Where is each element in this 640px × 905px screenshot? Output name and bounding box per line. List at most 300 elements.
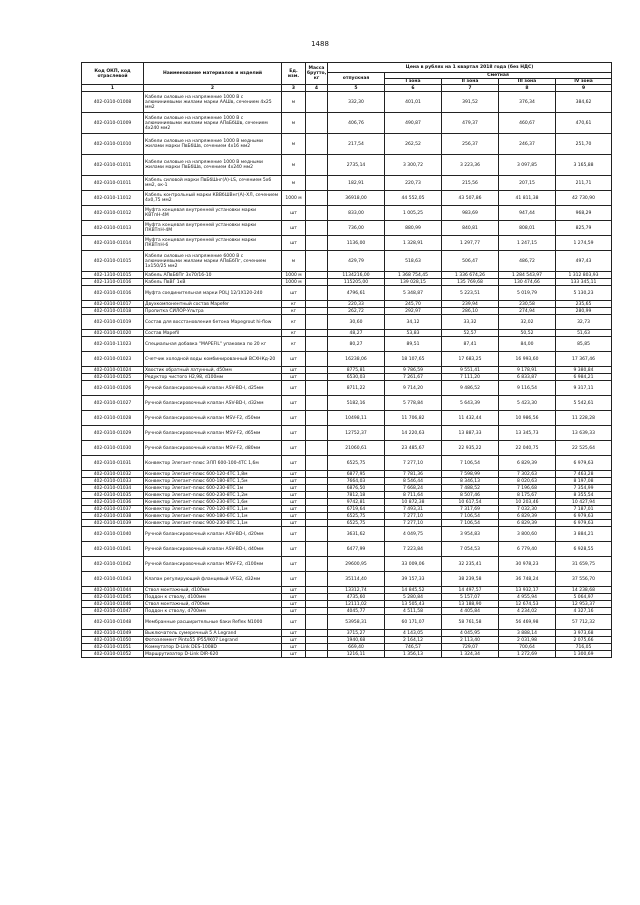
price-zone-2: 506,47 [442, 251, 499, 272]
price-zone-2: 7 317,69 [442, 506, 499, 513]
table-row [82, 374, 612, 381]
price-release: 220,33 [328, 301, 385, 308]
item-mass [306, 644, 328, 651]
item-mass [306, 155, 328, 176]
price-release: 36918,00 [328, 191, 385, 206]
item-code: 402-0310-01032 [82, 471, 144, 478]
price-zone-1: 10 872,38 [385, 499, 442, 506]
column-index-row [82, 85, 612, 92]
item-name: Ручной балансировочный клапан MSV-F2, d80мм [144, 441, 282, 456]
price-zone-4: 825,79 [556, 221, 612, 236]
item-mass [306, 352, 328, 367]
table-row [82, 542, 612, 557]
item-unit: шт [282, 557, 306, 572]
item-mass [306, 615, 328, 630]
price-zone-1: 7 277,10 [385, 520, 442, 527]
item-code: 402-0310-01020 [82, 330, 144, 337]
item-mass [306, 506, 328, 513]
item-unit: шт [282, 587, 306, 594]
item-mass [306, 630, 328, 637]
item-code: 402-0310-01043 [82, 572, 144, 587]
price-zone-2: 5 223,51 [442, 286, 499, 301]
item-code: 402-0310-01017 [82, 301, 144, 308]
page-number: 1488 [311, 40, 329, 48]
price-zone-4: 22 525,64 [556, 441, 612, 456]
item-code: 402-0310-01038 [82, 513, 144, 520]
price-zone-4: 235,65 [556, 301, 612, 308]
item-name: Коммутатор D-Link DES-1008D [144, 644, 282, 651]
table-row [82, 513, 612, 520]
col-index: 5 [328, 85, 385, 92]
item-unit: шт [282, 206, 306, 221]
item-mass [306, 557, 328, 572]
price-zone-1: 44 552,05 [385, 191, 442, 206]
item-name: Муфта соединительная марки POLJ 12/1Х120-240 [144, 286, 282, 301]
table-row [82, 92, 612, 113]
table-row [82, 485, 612, 492]
price-release: 6719,64 [328, 506, 385, 513]
price-table [81, 62, 612, 658]
price-zone-2: 52,57 [442, 330, 499, 337]
item-unit: шт [282, 615, 306, 630]
col-index: 7 [442, 85, 499, 92]
price-zone-4: 2 075,66 [556, 637, 612, 644]
price-release: 8711,22 [328, 381, 385, 396]
table-row [82, 594, 612, 601]
item-name: Состав для восстановления бетона Mapegrout hi-flow [144, 315, 282, 330]
item-mass [306, 471, 328, 478]
price-release: 6525,75 [328, 456, 385, 471]
table-row [82, 134, 612, 155]
price-zone-1: 262,52 [385, 134, 442, 155]
table-row [82, 308, 612, 315]
item-unit: кг [282, 308, 306, 315]
item-name: Кабель АПвБбПг 3х70/16-10 [144, 272, 282, 279]
price-zone-1: 4 511,58 [385, 608, 442, 615]
price-zone-2: 8 346,13 [442, 478, 499, 485]
header-code: Код ОКП, код отраслевой [82, 63, 144, 85]
price-zone-2: 9 486,52 [442, 381, 499, 396]
price-release: 80,27 [328, 337, 385, 352]
price-zone-3: 2 031,98 [499, 637, 556, 644]
item-name: Выключатель сумеречный 5 A Legrand [144, 630, 282, 637]
item-name: Ручной балансировочный клапан MSV-F2, d65мм [144, 426, 282, 441]
table-row [82, 411, 612, 426]
item-code: 402-0310-01023 [82, 352, 144, 367]
item-code: 402-0310-01019 [82, 315, 144, 330]
price-zone-1: 490,87 [385, 113, 442, 134]
price-release: 1136,00 [328, 236, 385, 251]
price-zone-2: 10 617,54 [442, 499, 499, 506]
price-zone-4: 5 542,61 [556, 396, 612, 411]
price-zone-4: 57 712,32 [556, 615, 612, 630]
price-release: 10498,11 [328, 411, 385, 426]
item-name: Конвектор Элегант-плюс 600-120-4ТС 1,8м [144, 471, 282, 478]
item-code: 402-0310-01031 [82, 456, 144, 471]
price-release: 29600,95 [328, 557, 385, 572]
price-zone-3: 230,58 [499, 301, 556, 308]
item-unit: шт [282, 644, 306, 651]
table-row [82, 492, 612, 499]
price-release: 2735,14 [328, 155, 385, 176]
price-zone-1: 8 711,64 [385, 492, 442, 499]
price-zone-3: 56 469,98 [499, 615, 556, 630]
item-code: 402-0310-01015 [82, 251, 144, 272]
price-zone-2: 7 054,53 [442, 542, 499, 557]
item-name: Конвектор Элегант-плюс 900-230-8ТС 1,1м [144, 520, 282, 527]
price-zone-4: 8 197,08 [556, 478, 612, 485]
item-name: Ствол монтажный, d100мм [144, 587, 282, 594]
price-release: 736,00 [328, 221, 385, 236]
col-index: 1 [82, 85, 144, 92]
price-zone-3: 84,00 [499, 337, 556, 352]
item-unit: 1000 м [282, 272, 306, 279]
price-zone-3: 13 932,17 [499, 587, 556, 594]
item-unit: шт [282, 572, 306, 587]
price-zone-2: 14 497,57 [442, 587, 499, 594]
col-index: 8 [499, 85, 556, 92]
price-release: 7664,03 [328, 478, 385, 485]
price-zone-4: 1 300,69 [556, 651, 612, 658]
item-unit: кг [282, 301, 306, 308]
item-mass [306, 251, 328, 272]
item-name: Конвектор Элегант-плюс 600-180-8ТС 1,5м [144, 478, 282, 485]
item-code: 402-0310-01035 [82, 492, 144, 499]
item-code: 402-1310-01015 [82, 272, 144, 279]
item-mass [306, 315, 328, 330]
item-code: 402-0310-01040 [82, 527, 144, 542]
price-zone-2: 9 551,41 [442, 367, 499, 374]
price-zone-4: 32,73 [556, 315, 612, 330]
table-row [82, 352, 612, 367]
price-zone-4: 968,29 [556, 206, 612, 221]
table-row [82, 456, 612, 471]
price-zone-3: 36 748,24 [499, 572, 556, 587]
item-mass [306, 485, 328, 492]
item-mass [306, 330, 328, 337]
price-zone-2: 22 935,22 [442, 441, 499, 456]
item-code: 402-0310-01039 [82, 520, 144, 527]
item-code: 402-0310-01014 [82, 236, 144, 251]
price-zone-1: 139 028,15 [385, 279, 442, 286]
header-estimate-price: Сметная [385, 73, 612, 79]
table-row [82, 572, 612, 587]
item-mass [306, 236, 328, 251]
item-unit: м [282, 134, 306, 155]
price-zone-3: 947,44 [499, 206, 556, 221]
price-release: 833,00 [328, 206, 385, 221]
price-zone-4: 10 427,94 [556, 499, 612, 506]
table-row [82, 221, 612, 236]
item-name: Кабели силовые на напряжение 1000 В медными жилами марки ПвБбШв, сечением 4х240 мм2 [144, 155, 282, 176]
price-zone-4: 13 639,33 [556, 426, 612, 441]
item-mass [306, 426, 328, 441]
item-code: 402-0310-01041 [82, 542, 144, 557]
price-zone-3: 6 829,39 [499, 513, 556, 520]
table-row [82, 367, 612, 374]
item-mass [306, 113, 328, 134]
price-zone-3: 12 674,53 [499, 601, 556, 608]
item-unit: м [282, 251, 306, 272]
item-mass [306, 608, 328, 615]
price-zone-4: 7 187,01 [556, 506, 612, 513]
item-mass [306, 637, 328, 644]
item-code: 402-0310-01042 [82, 557, 144, 572]
price-zone-2: 729,07 [442, 644, 499, 651]
item-name: Мембранные расширительные баки Reflex N1000 [144, 615, 282, 630]
table-row [82, 279, 612, 286]
price-release: 48,27 [328, 330, 385, 337]
price-zone-4: 1 274,59 [556, 236, 612, 251]
price-zone-2: 7 488,52 [442, 485, 499, 492]
price-zone-4: 17 367,46 [556, 352, 612, 367]
price-zone-3: 6 833,87 [499, 374, 556, 381]
item-name: Муфта концевая внутренней установки марки КВТпН-4М [144, 206, 282, 221]
price-release: 4796,61 [328, 286, 385, 301]
item-unit: шт [282, 520, 306, 527]
price-zone-4: 42 730,90 [556, 191, 612, 206]
price-zone-4: 5 130,23 [556, 286, 612, 301]
item-code: 402-0310-01049 [82, 630, 144, 637]
item-code: 402-0310-01048 [82, 615, 144, 630]
item-name: Конвектор Элегант-плюс 600-230-8ТС 1,6м [144, 499, 282, 506]
table-row [82, 587, 612, 594]
price-zone-1: 7 668,24 [385, 485, 442, 492]
price-table-wrapper [81, 62, 611, 658]
price-zone-2: 33,32 [442, 315, 499, 330]
price-release: 6477,99 [328, 542, 385, 557]
table-row [82, 381, 612, 396]
header-release-price: отпускная [328, 73, 385, 85]
price-zone-2: 4 045,95 [442, 630, 499, 637]
item-mass [306, 367, 328, 374]
item-code: 402-0310-01013 [82, 221, 144, 236]
price-zone-3: 32,02 [499, 315, 556, 330]
item-code: 402-0310-01029 [82, 426, 144, 441]
price-zone-4: 9 380,84 [556, 367, 612, 374]
price-zone-4: 716,05 [556, 644, 612, 651]
table-row [82, 471, 612, 478]
price-release: 6525,75 [328, 520, 385, 527]
price-zone-1: 1 328,91 [385, 236, 442, 251]
item-mass [306, 396, 328, 411]
price-zone-4: 6 984,21 [556, 374, 612, 381]
price-release: 262,72 [328, 308, 385, 315]
item-name: Ствол монтажный, d700мм [144, 601, 282, 608]
price-release: 332,30 [328, 92, 385, 113]
price-zone-4: 3 165,88 [556, 155, 612, 176]
item-unit: 1000 м [282, 279, 306, 286]
item-name: Кабели силовые на напряжение 1000 В с алюминиевыми жилами марки АПвБбШв, сечением 4х240 мм2 [144, 113, 282, 134]
price-zone-3: 700,64 [499, 644, 556, 651]
item-unit: шт [282, 637, 306, 644]
price-zone-3: 13 345,73 [499, 426, 556, 441]
item-code: 402-0310-01046 [82, 601, 144, 608]
price-zone-3: 7 302,63 [499, 471, 556, 478]
item-name: Конвектор Элегант-плюс 700-120-8ТС 1,1м [144, 506, 282, 513]
item-name: Ручной балансировочный клапан ASV-BD-I, d40мм [144, 542, 282, 557]
table-row [82, 644, 612, 651]
item-code: 402-0310-01025 [82, 374, 144, 381]
item-code: 402-1310-01016 [82, 279, 144, 286]
item-mass [306, 499, 328, 506]
item-name: Ручной балансировочный клапан MSV-F2, d100мм [144, 557, 282, 572]
header-zone-3: III зона [499, 79, 556, 85]
item-code: 402-0310-01011 [82, 155, 144, 176]
price-release: 7812,18 [328, 492, 385, 499]
item-name: Ручной балансировочный клапан MSV-F2, d50мм [144, 411, 282, 426]
price-zone-1: 53,83 [385, 330, 442, 337]
item-unit: шт [282, 601, 306, 608]
price-zone-4: 280,99 [556, 308, 612, 315]
price-zone-1: 8 546,44 [385, 478, 442, 485]
price-zone-3: 1 272,69 [499, 651, 556, 658]
price-zone-2: 479,37 [442, 113, 499, 134]
item-code: 402-0310-01037 [82, 506, 144, 513]
table-body [82, 92, 612, 658]
price-release: 6876,50 [328, 485, 385, 492]
price-zone-1: 1 005,25 [385, 206, 442, 221]
item-code: 402-0310-01050 [82, 637, 144, 644]
price-zone-4: 8 355,54 [556, 492, 612, 499]
price-zone-2: 5 643,39 [442, 396, 499, 411]
item-code: 402-0310-01011 [82, 176, 144, 191]
table-row [82, 315, 612, 330]
header-zone-4: IV зона [556, 79, 612, 85]
price-zone-1: 2 164,12 [385, 637, 442, 644]
price-zone-3: 7 032,30 [499, 506, 556, 513]
item-unit: шт [282, 630, 306, 637]
item-unit: шт [282, 411, 306, 426]
price-release: 3631,62 [328, 527, 385, 542]
item-unit: кг [282, 337, 306, 352]
price-zone-4: 7 463,28 [556, 471, 612, 478]
price-zone-1: 5 348,87 [385, 286, 442, 301]
price-zone-1: 13 505,43 [385, 601, 442, 608]
col-index: 4 [306, 85, 328, 92]
price-zone-3: 486,72 [499, 251, 556, 272]
table-row [82, 441, 612, 456]
price-release: 1940,68 [328, 637, 385, 644]
table-row [82, 286, 612, 301]
table-row [82, 155, 612, 176]
item-unit: кг [282, 330, 306, 337]
price-zone-2: 3 954,83 [442, 527, 499, 542]
price-zone-3: 207,15 [499, 176, 556, 191]
price-release: 406,76 [328, 113, 385, 134]
price-release: 4735,60 [328, 594, 385, 601]
item-name: Поддон к стволу, d100мм [144, 594, 282, 601]
price-zone-1: 14 220,63 [385, 426, 442, 441]
item-unit: шт [282, 286, 306, 301]
item-name: Конвектор Элегант-плюс 600-230-8ТС 1,2м [144, 492, 282, 499]
price-zone-1: 7 223,84 [385, 542, 442, 557]
item-name: Маршрутизатор D-Link DIR-620 [144, 651, 282, 658]
price-zone-4: 51,63 [556, 330, 612, 337]
table-row [82, 113, 612, 134]
item-name: Поддон к стволу, d700мм [144, 608, 282, 615]
price-zone-2: 256,37 [442, 134, 499, 155]
price-release: 3715,27 [328, 630, 385, 637]
price-release: 217,54 [328, 134, 385, 155]
price-zone-3: 460,67 [499, 113, 556, 134]
item-unit: м [282, 92, 306, 113]
price-zone-2: 7 106,54 [442, 456, 499, 471]
item-code: 402-0310-11023 [82, 337, 144, 352]
item-unit: шт [282, 478, 306, 485]
price-zone-2: 7 111,20 [442, 374, 499, 381]
table-row [82, 557, 612, 572]
price-zone-3: 376,34 [499, 92, 556, 113]
price-zone-4: 133 345,11 [556, 279, 612, 286]
price-zone-3: 6 829,39 [499, 456, 556, 471]
price-zone-3: 10 986,56 [499, 411, 556, 426]
price-zone-1: 33 009,06 [385, 557, 442, 572]
price-release: 35114,40 [328, 572, 385, 587]
item-unit: шт [282, 441, 306, 456]
item-mass [306, 374, 328, 381]
item-unit: шт [282, 542, 306, 557]
table-row [82, 608, 612, 615]
price-zone-2: 983,69 [442, 206, 499, 221]
header-name: Наименование материалов и изделий [144, 63, 282, 85]
item-unit: шт [282, 381, 306, 396]
item-name: Фотоэлемент Pinto55 IP55/IK07 Legrand [144, 637, 282, 644]
price-zone-1: 7 277,10 [385, 456, 442, 471]
price-zone-1: 23 485,67 [385, 441, 442, 456]
price-release: 6530,03 [328, 374, 385, 381]
item-name: Кабели силовые на напряжение 6000 В с алюминиевыми жилами марки АПвБбПг, сечением 1х150/25 мм2 [144, 251, 282, 272]
item-name: Кабели силовые на напряжение 1000 В с алюминиевыми жилами марки ААШв, сечением 4х25 мм2 [144, 92, 282, 113]
price-zone-1: 245,70 [385, 301, 442, 308]
price-zone-1: 7 277,10 [385, 513, 442, 520]
item-unit: шт [282, 426, 306, 441]
item-code: 402-0310-01030 [82, 441, 144, 456]
item-unit: м [282, 113, 306, 134]
header-price-group: Цена в рублях на 1 квартал 2018 года (без НДС) [328, 63, 612, 73]
item-unit: шт [282, 221, 306, 236]
table-row [82, 301, 612, 308]
price-zone-2: 13 188,90 [442, 601, 499, 608]
price-zone-3: 30 978,23 [499, 557, 556, 572]
item-unit: м [282, 155, 306, 176]
price-zone-2: 13 887,33 [442, 426, 499, 441]
price-zone-1: 746,57 [385, 644, 442, 651]
price-release: 6877,95 [328, 471, 385, 478]
item-name: Конвектор Элегант-плюс 600-230-8ТС 1м [144, 485, 282, 492]
price-zone-4: 37 556,70 [556, 572, 612, 587]
price-zone-4: 11 228,28 [556, 411, 612, 426]
price-zone-4: 9 317,11 [556, 381, 612, 396]
price-zone-3: 808,01 [499, 221, 556, 236]
table-row [82, 478, 612, 485]
item-name: Кабели силовые на напряжение 1000 В медными жилами марки ПвБбШв, сечением 4х16 мм2 [144, 134, 282, 155]
item-unit: шт [282, 456, 306, 471]
price-release: 1134216,00 [328, 272, 385, 279]
price-zone-3: 41 811,38 [499, 191, 556, 206]
item-code: 402-0310-01008 [82, 92, 144, 113]
price-zone-1: 5 778,84 [385, 396, 442, 411]
item-mass [306, 651, 328, 658]
item-mass [306, 221, 328, 236]
item-unit: шт [282, 485, 306, 492]
item-unit: м [282, 176, 306, 191]
price-zone-2: 5 157,07 [442, 594, 499, 601]
item-code: 402-0310-01026 [82, 381, 144, 396]
item-mass [306, 191, 328, 206]
item-mass [306, 337, 328, 352]
item-name: Двухкомпонентный состав Mapefer [144, 301, 282, 308]
